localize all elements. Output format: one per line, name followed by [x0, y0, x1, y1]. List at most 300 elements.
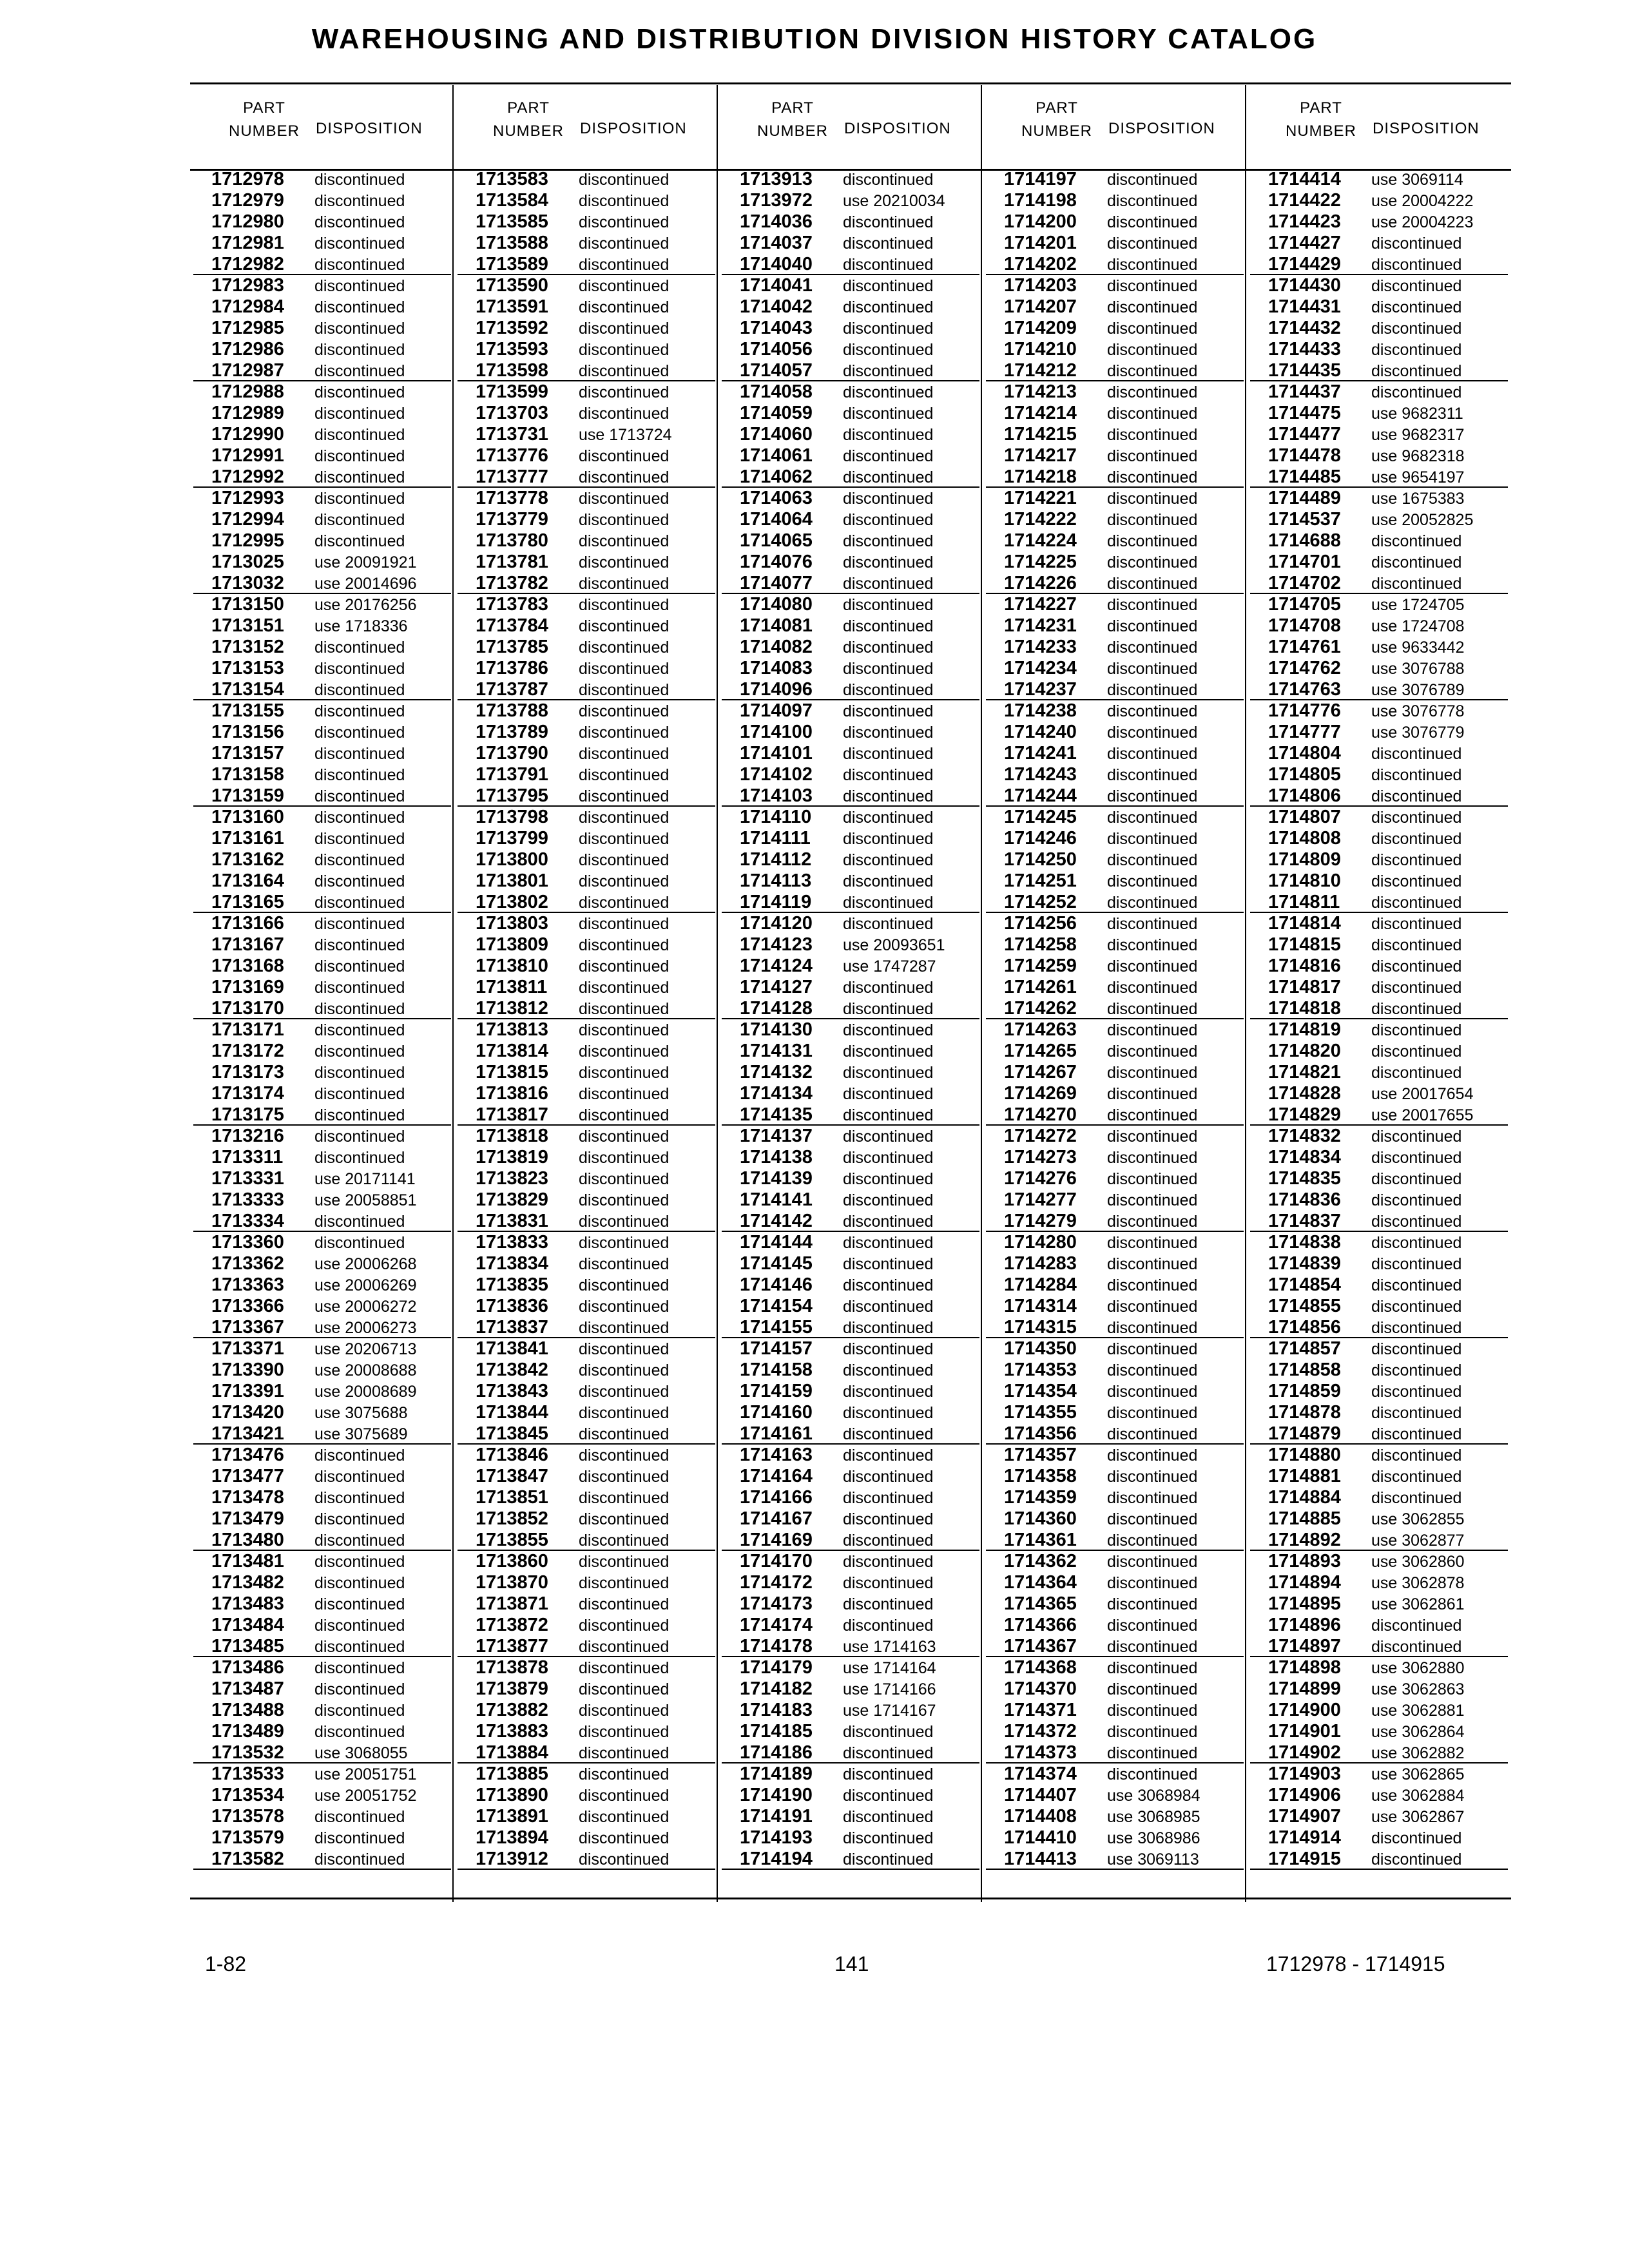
table-row	[986, 1593, 1244, 1613]
disposition: discontinued	[1107, 553, 1198, 572]
disposition: use 1718336	[314, 617, 408, 635]
part-number: 1713170	[211, 998, 284, 1019]
part-number: 1714915	[1268, 1849, 1341, 1869]
disposition: discontinued	[314, 1021, 405, 1039]
table-row	[1250, 1763, 1508, 1783]
table-row	[986, 1445, 1244, 1465]
table-row	[458, 764, 715, 784]
table-row	[986, 700, 1244, 720]
disposition: discontinued	[843, 1276, 934, 1294]
disposition: discontinued	[1107, 1510, 1198, 1528]
table-row	[193, 552, 451, 572]
table-row	[986, 1827, 1244, 1847]
table-row	[722, 870, 979, 890]
disposition: discontinued	[1107, 468, 1198, 486]
disposition: discontinued	[1371, 1638, 1462, 1656]
disposition: discontinued	[579, 1340, 670, 1358]
disposition: discontinued	[579, 1702, 670, 1720]
table-row	[1250, 658, 1508, 678]
table-row	[458, 956, 715, 975]
disposition: discontinued	[843, 1255, 934, 1273]
table-row	[722, 1466, 979, 1486]
part-number: 1714061	[740, 445, 813, 466]
table-row	[193, 913, 451, 933]
disposition: use 1713724	[579, 426, 672, 444]
disposition: discontinued	[314, 405, 405, 423]
disposition: discontinued	[579, 1808, 670, 1826]
disposition: discontinued	[314, 277, 405, 295]
table-row	[722, 892, 979, 913]
part-number: 1712990	[211, 424, 284, 445]
disposition: discontinued	[314, 745, 405, 763]
disposition: discontinued	[314, 320, 405, 338]
part-number: 1714896	[1268, 1615, 1341, 1635]
part-number: 1713811	[476, 977, 548, 997]
disposition: discontinued	[843, 702, 934, 720]
table-row	[458, 1126, 715, 1146]
table-row	[986, 1742, 1244, 1763]
disposition: use 3076779	[1371, 724, 1465, 742]
part-number: 1713582	[211, 1849, 284, 1869]
part-number: 1714158	[740, 1360, 813, 1380]
part-number: 1712987	[211, 360, 284, 381]
table-row	[986, 1721, 1244, 1741]
disposition: discontinued	[843, 1595, 934, 1613]
disposition: discontinued	[1107, 256, 1198, 274]
disposition: discontinued	[1107, 1702, 1198, 1720]
disposition: discontinued	[843, 787, 934, 805]
disposition: discontinued	[314, 532, 405, 550]
disposition: use 9682317	[1371, 426, 1465, 444]
disposition: discontinued	[1107, 1106, 1198, 1124]
part-number: 1713731	[476, 424, 548, 445]
part-number: 1713162	[211, 849, 284, 870]
disposition: discontinued	[843, 1787, 934, 1805]
disposition: discontinued	[843, 532, 934, 550]
disposition: discontinued	[579, 1298, 670, 1316]
table-row	[458, 1232, 715, 1252]
part-number: 1714178	[740, 1636, 813, 1657]
table-row	[722, 211, 979, 231]
disposition: discontinued	[314, 660, 405, 678]
table-row	[986, 1381, 1244, 1401]
table-row	[986, 998, 1244, 1019]
disposition: discontinued	[1107, 426, 1198, 444]
part-number: 1714186	[740, 1742, 813, 1763]
table-row	[722, 1615, 979, 1635]
column-header-part-label: PART	[243, 99, 285, 117]
disposition: discontinued	[579, 447, 670, 465]
part-number: 1714142	[740, 1211, 813, 1231]
table-row	[193, 870, 451, 890]
part-number: 1713360	[211, 1232, 284, 1253]
part-number: 1713158	[211, 764, 284, 785]
part-number: 1714358	[1004, 1466, 1077, 1486]
part-number: 1714170	[740, 1551, 813, 1571]
disposition: discontinued	[579, 405, 670, 423]
part-number: 1714227	[1004, 594, 1077, 615]
disposition: use 1714163	[843, 1638, 936, 1656]
disposition: use 20176256	[314, 596, 417, 614]
disposition: discontinued	[314, 468, 405, 486]
table-row	[1250, 1317, 1508, 1338]
disposition: discontinued	[1371, 1043, 1462, 1061]
disposition: discontinued	[1371, 341, 1462, 359]
part-number: 1713846	[476, 1445, 548, 1465]
part-number: 1714197	[1004, 169, 1077, 189]
part-number: 1714210	[1004, 339, 1077, 360]
disposition: discontinued	[579, 298, 670, 316]
table-row	[458, 1721, 715, 1741]
disposition: discontinued	[843, 617, 934, 635]
table-row	[193, 1019, 451, 1039]
disposition: discontinued	[314, 1468, 405, 1486]
disposition: discontinued	[579, 1829, 670, 1847]
disposition: discontinued	[1371, 936, 1462, 954]
disposition: use 20006269	[314, 1276, 417, 1294]
disposition: discontinued	[579, 1489, 670, 1507]
part-number: 1714123	[740, 934, 813, 955]
part-number: 1714037	[740, 233, 813, 253]
part-number: 1713362	[211, 1253, 284, 1274]
table-row	[458, 1700, 715, 1720]
disposition: discontinued	[1107, 1765, 1198, 1783]
part-number: 1714059	[740, 403, 813, 423]
part-number: 1713795	[476, 785, 548, 806]
table-row	[193, 1168, 451, 1188]
table-row	[193, 488, 451, 508]
part-number: 1713791	[476, 764, 548, 785]
table-row	[1250, 1168, 1508, 1188]
disposition: discontinued	[579, 766, 670, 784]
table-row	[1250, 1360, 1508, 1379]
column-divider	[452, 85, 454, 1902]
table-row	[722, 828, 979, 848]
header-rule	[190, 82, 1511, 84]
table-row	[722, 296, 979, 316]
disposition: discontinued	[314, 213, 405, 231]
disposition: discontinued	[1107, 1319, 1198, 1337]
table-row	[458, 381, 715, 401]
disposition: discontinued	[579, 1404, 670, 1422]
table-row	[458, 1168, 715, 1188]
disposition: discontinued	[314, 1659, 405, 1677]
disposition: discontinued	[314, 957, 405, 975]
disposition: use 1675383	[1371, 490, 1465, 508]
disposition: discontinued	[1371, 1298, 1462, 1316]
table-row	[193, 1126, 451, 1146]
part-number: 1713844	[476, 1402, 548, 1423]
part-number: 1714878	[1268, 1402, 1341, 1423]
disposition: discontinued	[843, 405, 934, 423]
part-number: 1713160	[211, 807, 284, 827]
part-number: 1713913	[740, 169, 813, 189]
disposition: discontinued	[1371, 1829, 1462, 1847]
table-row	[722, 700, 979, 720]
disposition: discontinued	[579, 681, 670, 699]
table-row	[1250, 956, 1508, 975]
disposition: use 3075689	[314, 1425, 408, 1443]
disposition: use 20008689	[314, 1383, 417, 1401]
part-number: 1714372	[1004, 1721, 1077, 1742]
table-row	[458, 466, 715, 488]
column-header-number-label: NUMBER	[1021, 122, 1093, 140]
table-row	[986, 743, 1244, 763]
disposition: discontinued	[843, 341, 934, 359]
part-number: 1713150	[211, 594, 284, 615]
part-number: 1712995	[211, 530, 284, 551]
disposition: discontinued	[1107, 1085, 1198, 1103]
table-row	[458, 488, 715, 508]
disposition: discontinued	[843, 1850, 934, 1869]
disposition: discontinued	[314, 1808, 405, 1826]
table-row	[1250, 1083, 1508, 1103]
disposition: discontinued	[1107, 894, 1198, 912]
part-number: 1714215	[1004, 424, 1077, 445]
part-number: 1714252	[1004, 892, 1077, 912]
column-divider	[717, 85, 718, 1902]
part-number: 1712985	[211, 318, 284, 338]
part-number: 1714166	[740, 1487, 813, 1508]
table-row	[722, 1274, 979, 1294]
part-number: 1714856	[1268, 1317, 1341, 1338]
part-number: 1714160	[740, 1402, 813, 1423]
table-row	[1250, 530, 1508, 550]
disposition: use 1714166	[843, 1680, 936, 1698]
disposition: discontinued	[1371, 553, 1462, 572]
disposition: discontinued	[1107, 1532, 1198, 1550]
table-row	[193, 1636, 451, 1657]
part-number: 1714763	[1268, 679, 1341, 700]
disposition: discontinued	[1371, 745, 1462, 763]
table-row	[1250, 254, 1508, 275]
part-number: 1714238	[1004, 700, 1077, 721]
part-number: 1714190	[740, 1785, 813, 1805]
table-row	[458, 552, 715, 572]
disposition: discontinued	[1107, 681, 1198, 699]
table-row	[1250, 1189, 1508, 1209]
part-number: 1713885	[476, 1763, 548, 1784]
table-row	[722, 1062, 979, 1082]
part-number: 1714832	[1268, 1126, 1341, 1146]
disposition: discontinued	[579, 724, 670, 742]
part-number: 1714437	[1268, 381, 1341, 402]
table-row	[722, 1360, 979, 1379]
disposition: discontinued	[1107, 1276, 1198, 1294]
part-number: 1713363	[211, 1274, 284, 1295]
disposition: discontinued	[314, 1617, 405, 1635]
table-row	[193, 573, 451, 594]
part-number: 1714903	[1268, 1763, 1341, 1784]
table-row	[722, 445, 979, 465]
part-number: 1714159	[740, 1381, 813, 1401]
table-row	[986, 870, 1244, 890]
disposition: discontinued	[314, 362, 405, 380]
table-row	[722, 1083, 979, 1103]
part-number: 1714805	[1268, 764, 1341, 785]
disposition: discontinued	[1371, 532, 1462, 550]
table-row	[1250, 360, 1508, 381]
table-row	[986, 1466, 1244, 1486]
table-row	[193, 1253, 451, 1273]
disposition: discontinued	[579, 213, 670, 231]
table-row	[193, 637, 451, 657]
table-row	[1250, 1806, 1508, 1826]
table-row	[458, 1445, 715, 1465]
disposition: discontinued	[1107, 830, 1198, 848]
disposition: discontinued	[314, 256, 405, 274]
part-number: 1714042	[740, 296, 813, 317]
table-row	[722, 637, 979, 657]
part-number: 1713877	[476, 1636, 548, 1657]
disposition: discontinued	[1107, 383, 1198, 401]
part-number: 1714179	[740, 1657, 813, 1678]
disposition: discontinued	[843, 1553, 934, 1571]
disposition: discontinued	[314, 1850, 405, 1869]
table-row	[1250, 934, 1508, 954]
table-row	[986, 913, 1244, 933]
disposition: discontinued	[579, 532, 670, 550]
disposition: discontinued	[579, 1510, 670, 1528]
part-number: 1714489	[1268, 488, 1341, 508]
table-row	[1250, 700, 1508, 720]
part-number: 1712986	[211, 339, 284, 360]
table-row	[1250, 1062, 1508, 1082]
part-number: 1714422	[1268, 190, 1341, 211]
disposition: discontinued	[314, 1000, 405, 1018]
table-row	[193, 1721, 451, 1741]
disposition: discontinued	[314, 192, 405, 210]
table-row	[986, 445, 1244, 465]
part-number: 1712980	[211, 211, 284, 232]
part-number: 1713780	[476, 530, 548, 551]
disposition: discontinued	[1107, 639, 1198, 657]
table-row	[458, 530, 715, 550]
table-row	[722, 1785, 979, 1805]
part-number: 1714708	[1268, 615, 1341, 636]
table-row	[722, 956, 979, 975]
disposition: discontinued	[579, 362, 670, 380]
part-number: 1713798	[476, 807, 548, 827]
part-number: 1714272	[1004, 1126, 1077, 1146]
part-number: 1714362	[1004, 1551, 1077, 1571]
disposition: discontinued	[1371, 830, 1462, 848]
disposition: discontinued	[314, 426, 405, 444]
table-row	[722, 1572, 979, 1592]
part-number: 1714174	[740, 1615, 813, 1635]
part-number: 1714277	[1004, 1189, 1077, 1210]
part-number: 1713171	[211, 1019, 284, 1040]
disposition: discontinued	[579, 1765, 670, 1783]
table-row	[986, 977, 1244, 997]
part-number: 1714261	[1004, 977, 1077, 997]
table-row	[722, 1168, 979, 1188]
table-row	[986, 573, 1244, 594]
part-number: 1714410	[1004, 1827, 1077, 1848]
part-number: 1713972	[740, 190, 813, 211]
table-row	[193, 807, 451, 827]
disposition: discontinued	[1107, 235, 1198, 253]
table-row	[722, 1849, 979, 1870]
table-row	[458, 1487, 715, 1507]
disposition: use 3062864	[1371, 1723, 1465, 1741]
disposition: discontinued	[314, 1446, 405, 1465]
table-row	[193, 190, 451, 210]
part-number: 1714353	[1004, 1360, 1077, 1380]
disposition: discontinued	[314, 766, 405, 784]
disposition: discontinued	[1371, 1149, 1462, 1167]
table-row	[458, 1211, 715, 1232]
part-number: 1714201	[1004, 233, 1077, 253]
part-number: 1714167	[740, 1508, 813, 1529]
part-number: 1714155	[740, 1317, 813, 1338]
disposition: discontinued	[1371, 1425, 1462, 1443]
part-number: 1713175	[211, 1104, 284, 1125]
part-number: 1714359	[1004, 1487, 1077, 1508]
table-row	[1250, 1487, 1508, 1507]
part-number: 1714200	[1004, 211, 1077, 232]
disposition: discontinued	[579, 490, 670, 508]
disposition: use 1724708	[1371, 617, 1465, 635]
table-row	[193, 1338, 451, 1358]
table-row	[193, 1232, 451, 1252]
disposition: discontinued	[843, 1064, 934, 1082]
table-row	[986, 1615, 1244, 1635]
part-number: 1713154	[211, 679, 284, 700]
part-number: 1714157	[740, 1338, 813, 1359]
part-number: 1713803	[476, 913, 548, 934]
part-number: 1713809	[476, 934, 548, 955]
disposition: discontinued	[1107, 766, 1198, 784]
table-row	[722, 1678, 979, 1698]
part-number: 1713479	[211, 1508, 284, 1529]
table-row	[722, 679, 979, 700]
part-number: 1714063	[740, 488, 813, 508]
part-number: 1713912	[476, 1849, 548, 1869]
part-number: 1714077	[740, 573, 813, 593]
disposition: discontinued	[843, 745, 934, 763]
part-number: 1713837	[476, 1317, 548, 1338]
part-number: 1713845	[476, 1423, 548, 1444]
part-number: 1714762	[1268, 658, 1341, 678]
table-row	[458, 1296, 715, 1316]
disposition: discontinued	[314, 1149, 405, 1167]
disposition: discontinued	[1107, 1489, 1198, 1507]
table-row	[458, 1827, 715, 1847]
disposition: discontinued	[579, 256, 670, 274]
part-number: 1714818	[1268, 998, 1341, 1019]
disposition: discontinued	[579, 787, 670, 805]
disposition: discontinued	[1107, 511, 1198, 529]
disposition: discontinued	[579, 1553, 670, 1571]
disposition: discontinued	[579, 553, 670, 572]
part-number: 1712994	[211, 509, 284, 530]
part-number: 1713778	[476, 488, 548, 508]
disposition: discontinued	[314, 1638, 405, 1656]
table-row	[1250, 892, 1508, 913]
part-number: 1713703	[476, 403, 548, 423]
disposition: discontinued	[843, 1128, 934, 1146]
disposition: discontinued	[579, 1234, 670, 1252]
table-row	[1250, 594, 1508, 614]
part-number: 1714688	[1268, 530, 1341, 551]
part-number: 1714130	[740, 1019, 813, 1040]
table-row	[458, 1360, 715, 1379]
disposition: use 1714164	[843, 1659, 936, 1677]
part-number: 1713174	[211, 1083, 284, 1104]
disposition: discontinued	[1371, 235, 1462, 253]
disposition: discontinued	[1371, 362, 1462, 380]
